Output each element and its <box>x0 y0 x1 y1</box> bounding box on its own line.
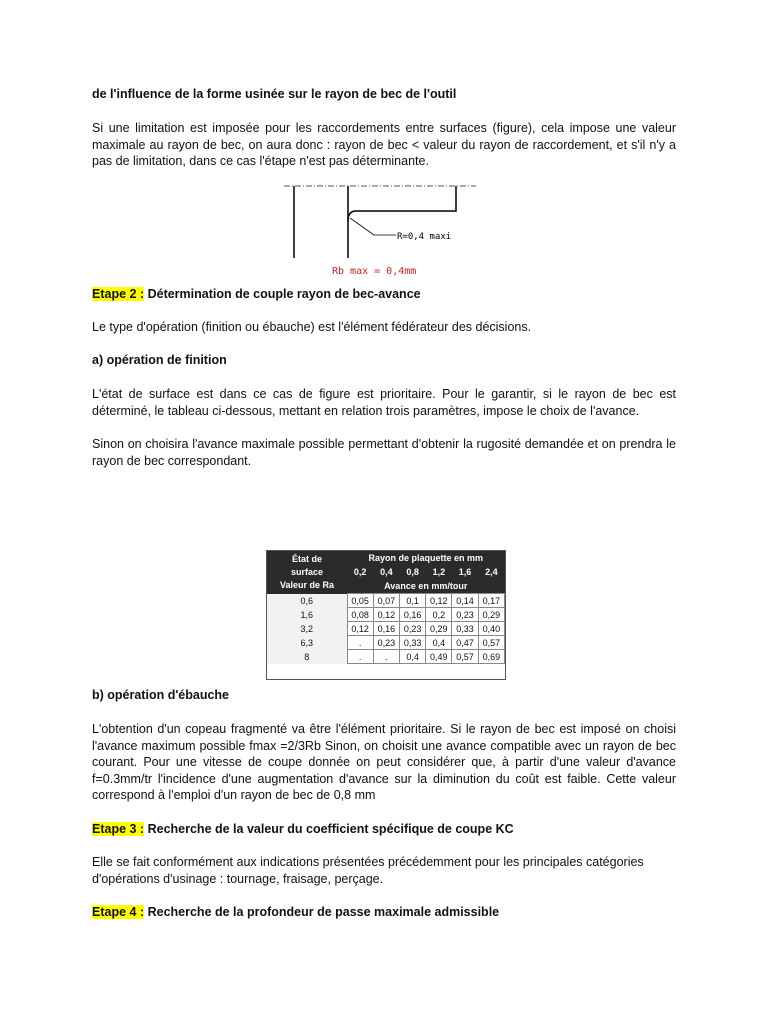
radius-value: 1,2 <box>426 565 452 579</box>
etape2-heading <box>92 286 676 303</box>
table-row: 0,6 0,05 0,07 0,1 0,12 0,14 0,17 <box>267 594 505 608</box>
table-row: 3,2 0,12 0,16 0,23 0,29 0,33 0,40 <box>267 622 505 636</box>
etape4-heading <box>92 904 676 921</box>
radius-value: 2,4 <box>478 565 504 579</box>
fillet-radius-figure <box>284 183 484 278</box>
table-header-radius: Rayon de plaquette en mm <box>347 551 505 565</box>
section-heading: de l'influence de la forme usinée sur le rayon de bec de l'outil <box>92 87 457 101</box>
etape2-title: Détermination de couple rayon de bec-avance <box>147 287 421 301</box>
part-profile <box>348 186 456 221</box>
etape4-title: Recherche de la profondeur de passe maximale admissible <box>147 905 500 919</box>
table-row: 6,3 . 0,23 0,33 0,4 0,47 0,57 <box>267 636 505 650</box>
etape2-label: Etape 2 : <box>92 287 145 301</box>
etape4-label: Etape 4 : <box>92 905 145 919</box>
radius-leader-line <box>350 218 396 235</box>
paragraph-operation-type: Le type d'opération (finition ou ébauche) est l'élément fédérateur des décisions. <box>92 320 532 334</box>
table-row: 8 . . 0,4 0,49 0,57 0,69 <box>267 650 505 664</box>
table-header-feed: Avance en mm/tour <box>347 579 505 594</box>
radius-label: R=0,4 maxi <box>397 232 452 242</box>
etape3-label: Etape 3 : <box>92 822 145 836</box>
table-row: 1,6 0,08 0,12 0,16 0,2 0,23 0,29 <box>267 608 505 622</box>
subheading-finition: a) opération de finition <box>92 353 227 367</box>
roughness-feed-table <box>266 550 506 680</box>
paragraph-finition: L'état de surface est dans ce cas de figure est prioritaire. Pour le garantir, si le rayon de bec est déterminé, le tableau ci-dessous, mettant en relation trois paramètres, impose le choix de l'avance. <box>92 387 676 418</box>
paragraph-sinon: Sinon on choisira l'avance maximale possible permettant d'obtenir la rugosité demandée et on prendra le rayon de bec correspondant. <box>92 437 676 468</box>
etape3-heading <box>92 821 676 838</box>
rb-max-label: Rb max = 0,4mm <box>332 266 417 277</box>
paragraph-ebauche: L'obtention d'un copeau fragmenté va être l'élément prioritaire. Si le rayon de bec est imposé on choisi l'avance maximum possible fmax =2/3Rb Sinon, on choisit une avance compatible avec un rayon de bec courant. Pour une vitesse de coupe donnée on peut considérer que, à partir d'une valeur d'avance f=0.3mm/tr l'incidence d'une augmentation d'avance sur la diminution du coût est faible. Cette valeur correspond à l'emploi d'un rayon de bec de 0,8 mm <box>92 722 676 802</box>
etape3-title: Recherche de la valeur du coefficient spécifique de coupe KC <box>147 822 514 836</box>
subheading-ebauche: b) opération d'ébauche <box>92 688 230 702</box>
radius-value: 0,2 <box>347 565 373 579</box>
radius-value: 1,6 <box>452 565 478 579</box>
table-header-ra: État de surface Valeur de Ra <box>267 551 347 594</box>
radius-value: 0,4 <box>373 565 399 579</box>
radius-value: 0,8 <box>399 565 425 579</box>
paragraph-kc: Elle se fait conformément aux indications présentées précédemment pour les principales catégories d'opérations d'usinage : tournage, fraisage, perçage. <box>92 855 644 886</box>
paragraph-limitation: Si une limitation est imposée pour les raccordements entre surfaces (figure), cela impose une valeur maximale au rayon de bec, on aura donc : rayon de bec < valeur du rayon de raccordement, et s'il n'y a pas de limitation, dans ce cas l'étape n'est pas déterminante. <box>92 121 676 168</box>
